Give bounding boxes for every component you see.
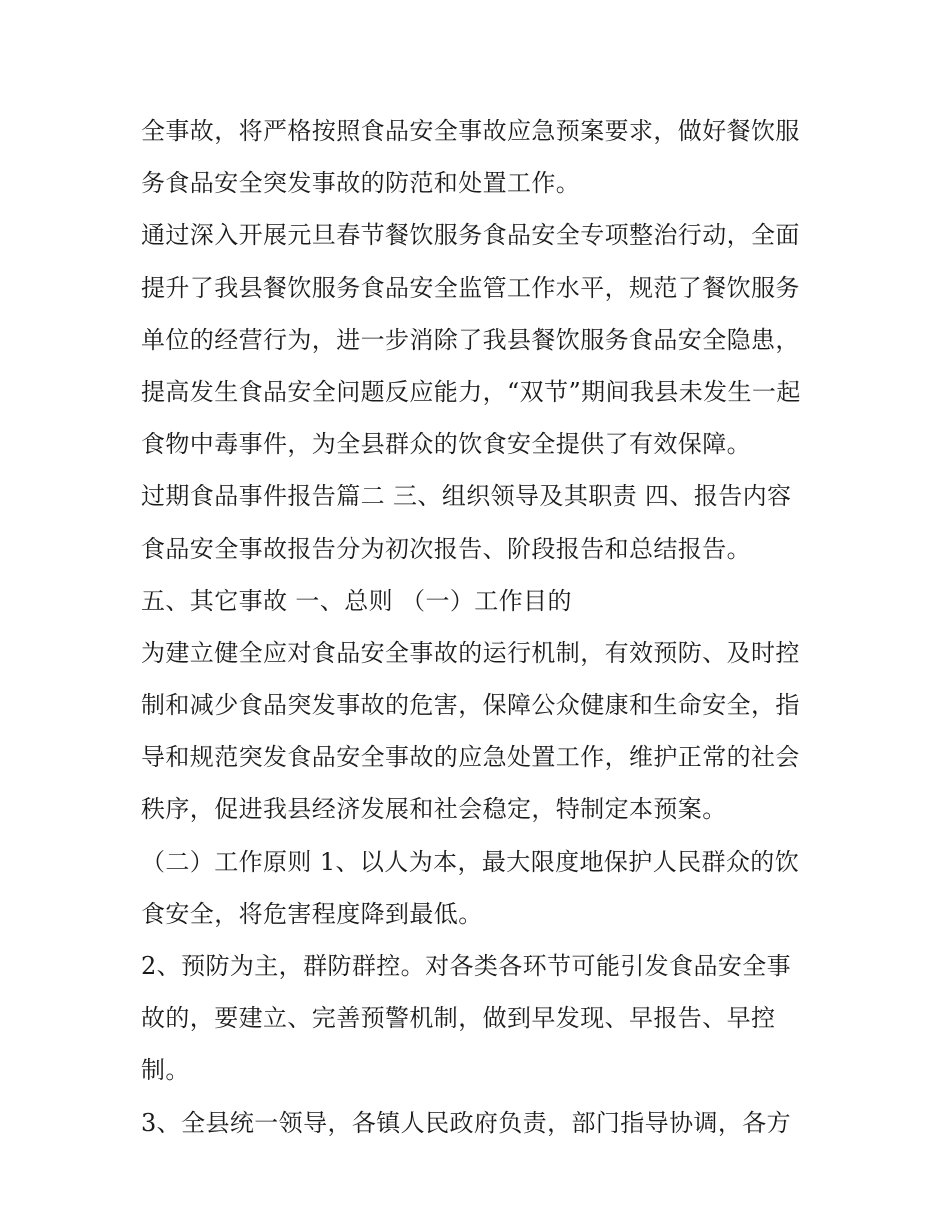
document-body (141, 105, 821, 1149)
text-line: 提高发生食品安全问题反应能力，“双节”期间我县未发生一起 (141, 377, 801, 406)
text-line: 提升了我县餐饮服务食品安全监管工作水平，规范了餐饮服务 (141, 273, 800, 302)
text-line: 秩序，促进我县经济发展和社会稳定，特制定本预案。 (141, 795, 727, 824)
text-line: 五、其它事故 一、总则 （一）工作目的 (141, 586, 572, 615)
text-line: 故的，要建立、完善预警机制，做到早发现、早报告、早控 (141, 1004, 776, 1033)
text-line: （二）工作原则 1、以人为本，最大限度地保护人民群众的饮 (141, 847, 800, 876)
text-line: 制和减少食品突发事故的危害，保障公众健康和生命安全，指 (141, 691, 800, 720)
text-line: 导和规范突发食品安全事故的应急处置工作，维护正常的社会 (141, 743, 800, 772)
text-line: 通过深入开展元旦春节餐饮服务食品安全专项整治行动，全面 (141, 221, 800, 250)
text-line: 全事故，将严格按照食品安全事故应急预案要求，做好餐饮服 (141, 117, 800, 145)
text-line: 单位的经营行为，进一步消除了我县餐饮服务食品安全隐患， (141, 325, 800, 354)
text-line: 食品安全事故报告分为初次报告、阶段报告和总结报告。 (141, 534, 751, 563)
text-line: 过期食品事件报告篇二 三、组织领导及其职责 四、报告内容 (141, 482, 792, 511)
text-line: 3、全县统一领导，各镇人民政府负责，部门指导协调，各方 (141, 1108, 792, 1137)
text-line: 务食品安全突发事故的防范和处置工作。 (141, 169, 581, 198)
text-line: 食物中毒事件，为全县群众的饮食安全提供了有效保障。 (141, 430, 751, 459)
text-line: 2、预防为主，群防群控。对各类各环节可能引发食品安全事 (141, 952, 792, 980)
text-line: 制。 (141, 1056, 190, 1085)
text-line: 为建立健全应对食品安全事故的运行机制，有效预防、及时控 (141, 638, 800, 667)
text-line: 食安全，将危害程度降到最低。 (141, 899, 483, 928)
